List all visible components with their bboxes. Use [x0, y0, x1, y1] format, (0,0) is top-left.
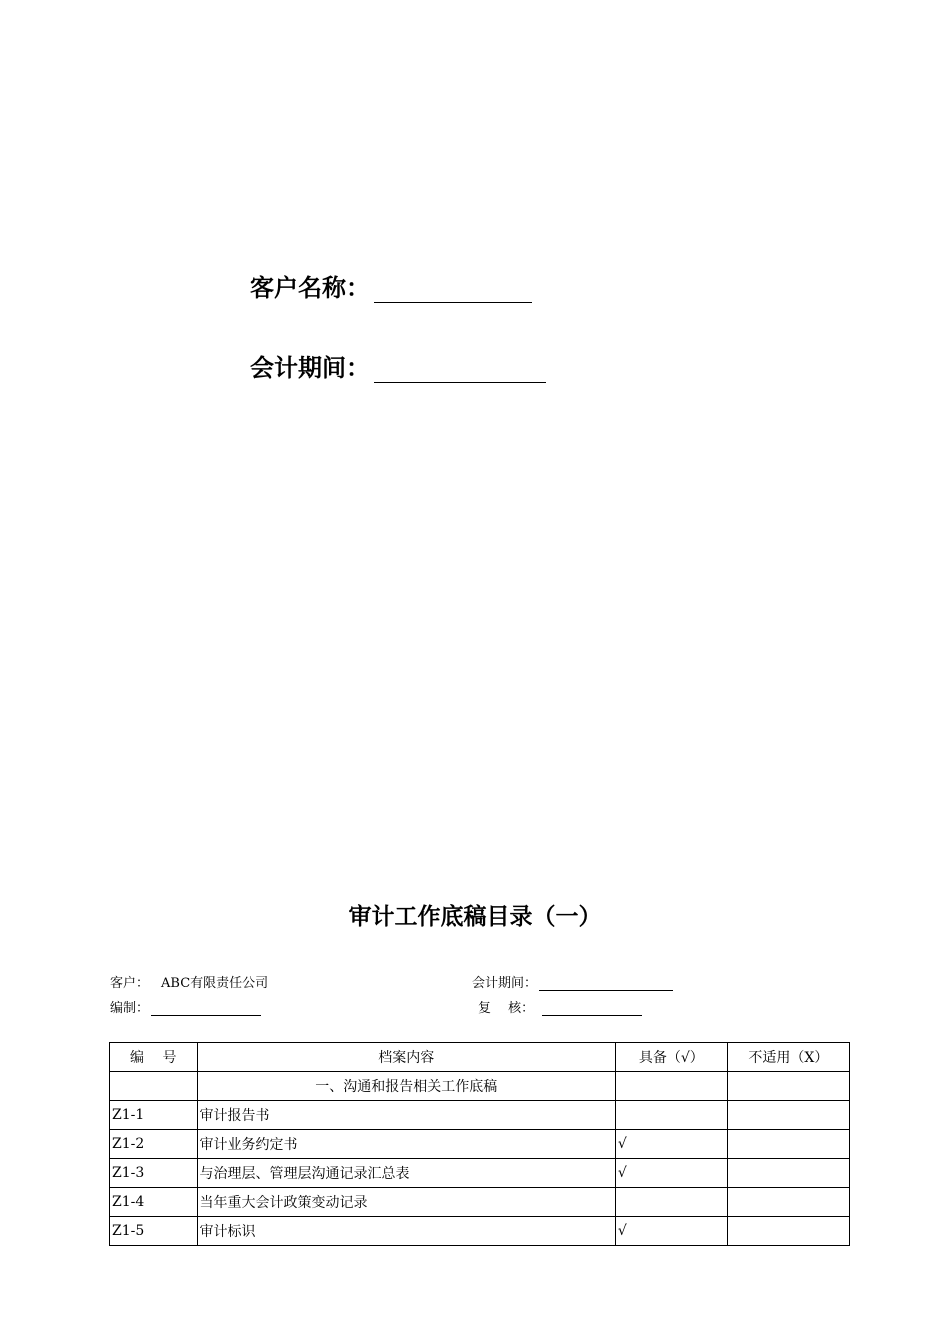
meta-client-label: 客户： [110, 976, 150, 991]
row-available[interactable] [615, 1188, 727, 1217]
table-row [110, 1217, 850, 1246]
cover-client-label: 客户名称： [250, 274, 370, 302]
table-row [110, 1159, 850, 1188]
row-code: Z1-2 [110, 1130, 198, 1159]
section-code-cell [110, 1072, 198, 1101]
meta-prepared-label: 编制： [110, 1001, 150, 1016]
header-content: 档案内容 [197, 1043, 615, 1072]
cover-period-blank[interactable] [374, 358, 546, 383]
row-content: 审计标识 [197, 1217, 615, 1246]
directory-table [109, 1042, 850, 1246]
meta-review [478, 997, 642, 1016]
section-na-cell [727, 1072, 849, 1101]
row-content: 审计报告书 [197, 1101, 615, 1130]
header-code: 编 号 [110, 1043, 198, 1072]
section-available-cell [615, 1072, 727, 1101]
meta-prepared-blank[interactable] [151, 1001, 261, 1016]
meta-client [110, 972, 268, 991]
section-title: 一、沟通和报告相关工作底稿 [197, 1072, 615, 1101]
meta-review-label: 复 核： [478, 1001, 535, 1016]
meta-period-blank[interactable] [539, 976, 673, 991]
page-title: 审计工作底稿目录（一） [348, 904, 602, 930]
table-header-row [110, 1043, 850, 1072]
cover-period-label: 会计期间： [250, 354, 370, 382]
row-code: Z1-3 [110, 1159, 198, 1188]
row-content: 与治理层、管理层沟通记录汇总表 [197, 1159, 615, 1188]
row-available[interactable] [615, 1101, 727, 1130]
table-row [110, 1101, 850, 1130]
section-row [110, 1072, 850, 1101]
meta-client-value: ABC有限责任公司 [161, 976, 269, 991]
row-content: 当年重大会计政策变动记录 [197, 1188, 615, 1217]
table-row [110, 1188, 850, 1217]
meta-review-blank[interactable] [542, 1001, 642, 1016]
row-content: 审计业务约定书 [197, 1130, 615, 1159]
row-na[interactable] [727, 1217, 849, 1246]
row-na[interactable] [727, 1159, 849, 1188]
meta-period-label: 会计期间： [472, 976, 538, 991]
row-code: Z1-1 [110, 1101, 198, 1130]
row-available[interactable]: √ [615, 1130, 727, 1159]
table-row [110, 1130, 850, 1159]
row-code: Z1-5 [110, 1217, 198, 1246]
cover-client-blank[interactable] [374, 278, 532, 303]
meta-prepared [110, 997, 261, 1016]
row-available[interactable]: √ [615, 1217, 727, 1246]
meta-period [472, 972, 673, 991]
row-code: Z1-4 [110, 1188, 198, 1217]
header-available: 具备（√） [615, 1043, 727, 1072]
row-na[interactable] [727, 1101, 849, 1130]
header-na: 不适用（X） [727, 1043, 849, 1072]
cover-accounting-period [250, 348, 546, 383]
row-na[interactable] [727, 1130, 849, 1159]
row-available[interactable]: √ [615, 1159, 727, 1188]
cover-client-name [250, 268, 532, 303]
row-na[interactable] [727, 1188, 849, 1217]
